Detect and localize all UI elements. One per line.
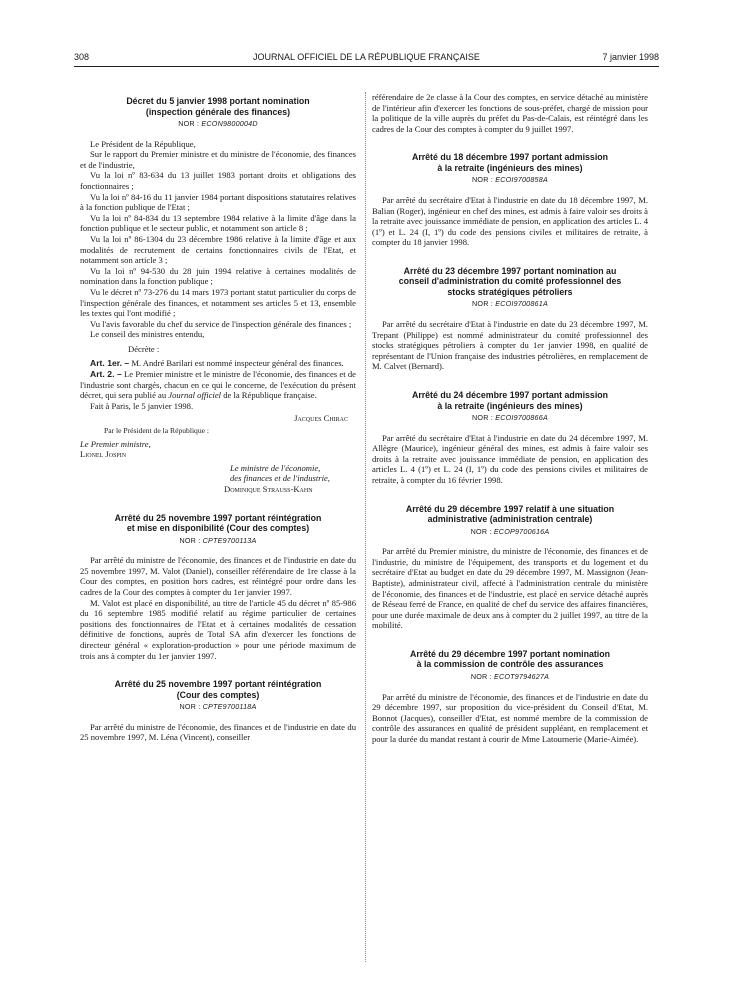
decret-section bbox=[80, 96, 356, 495]
page-header bbox=[74, 52, 659, 66]
pm-name: Lionel Jospin bbox=[80, 449, 127, 460]
title-line: Arrêté du 29 décembre 1997 relatif à une situation bbox=[405, 503, 615, 514]
minister-name: Dominique Strauss-Kahn bbox=[224, 484, 313, 494]
nor-label: NOR : bbox=[472, 413, 496, 422]
journal-title: JOURNAL OFFICIEL DE LA RÉPUBLIQUE FRANÇAISE bbox=[253, 52, 480, 62]
title-line: Arrêté du 29 décembre 1997 portant nomination bbox=[410, 648, 610, 659]
title-line: Arrêté du 24 décembre 1997 portant admission bbox=[411, 390, 609, 400]
title-line: (Cour des comptes) bbox=[176, 689, 260, 700]
section-gap bbox=[372, 486, 648, 504]
section-title bbox=[380, 266, 640, 298]
paragraph: Par arrêté du secrétaire d'Etat à l'industrie en date du 18 décembre 1997, M. Balian (Roger), ingénieur en chef des mines, est admis à faire valoir ses droits à la retraite avec jouissance immédiate de pension, en application des articles L. 4 (1º) et L. 24 (I, 1º) du code des pensions civiles et militaires de retraite, à compter du 18 janvier 1998. bbox=[372, 194, 648, 248]
nor-label: NOR : bbox=[472, 299, 496, 309]
journal-reference: Journal officiel bbox=[168, 390, 222, 401]
title-line: Décret du 5 janvier 1998 portant nomination bbox=[126, 96, 310, 106]
arrete-section bbox=[80, 513, 356, 662]
column-separator bbox=[365, 92, 366, 962]
article-2 bbox=[80, 369, 356, 401]
nor-code: ECOI9700858A bbox=[495, 175, 548, 185]
nor-code: ECOI9700861A bbox=[495, 299, 548, 309]
nor-code: CPTE9700113A bbox=[202, 535, 257, 545]
nor-reference bbox=[372, 175, 648, 186]
nor-reference bbox=[80, 702, 356, 713]
title-line: à la commission de contrôle des assurances bbox=[416, 659, 604, 670]
arrete-section bbox=[372, 504, 648, 631]
nor-label: NOR : bbox=[470, 526, 494, 536]
section-title bbox=[88, 679, 348, 700]
section-title bbox=[380, 649, 640, 670]
signature-ministre bbox=[224, 462, 356, 495]
nor-reference bbox=[372, 527, 648, 538]
section-title bbox=[380, 390, 640, 411]
paragraph: Vu la loi nº 84-834 du 13 septembre 1984 relative à la limite d'âge dans la fonction publique et le secteur public, et notamment son article 8 ; bbox=[80, 212, 356, 234]
section-title bbox=[88, 96, 348, 117]
article-label: Art. 1er. – bbox=[90, 358, 130, 369]
page-number: 308 bbox=[74, 52, 90, 62]
nor-code: ECOT9794627A bbox=[494, 671, 550, 681]
paragraph: Vu le décret nº 73-276 du 14 mars 1973 portant statut particulier du corps de l'inspection générale des finances, et notamment ses articles 5 et 13, ensemble les textes qui l'ont modifié ; bbox=[80, 286, 356, 319]
article-label: Art. 2. – bbox=[90, 369, 122, 380]
arrete-section bbox=[80, 679, 356, 743]
title-line: Arrêté du 23 décembre 1997 portant nomination au bbox=[403, 265, 617, 276]
section-title bbox=[380, 504, 640, 525]
decrete-heading: Décrète : bbox=[128, 343, 160, 354]
right-column bbox=[372, 92, 648, 744]
signature-premier-ministre bbox=[80, 439, 356, 460]
title-line: (inspection générale des finances) bbox=[145, 106, 291, 117]
arrete-section bbox=[372, 649, 648, 745]
section-gap bbox=[372, 631, 648, 649]
title-line: conseil d'administration du comité professionnel des bbox=[398, 276, 622, 287]
nor-code: ECON9800004D bbox=[201, 119, 258, 128]
nor-label: NOR : bbox=[178, 119, 202, 128]
section-title bbox=[380, 152, 640, 173]
nor-reference bbox=[372, 672, 648, 683]
paragraph: Le Président de la République, bbox=[90, 138, 196, 149]
nor-label: NOR : bbox=[472, 175, 496, 185]
arrete-section bbox=[372, 152, 648, 248]
header-rule bbox=[74, 66, 659, 67]
paragraph: Vu la loi nº 84-16 du 11 janvier 1984 portant dispositions statutaires relatives à la fonction publique de l'Etat ; bbox=[80, 191, 356, 213]
paragraph: Par arrêté du ministre de l'économie, des finances et de l'industrie en date du 25 novembre 1997, M. Valot (Daniel), conseiller référendaire de 1re classe à la Cour des comptes, en position hors cadres, est réintégré pour ordre dans les cadres de la Cour des comptes à compter du 1er janvier 1997. bbox=[80, 555, 356, 597]
nor-label: NOR : bbox=[179, 535, 203, 545]
paragraph: Par arrêté du ministre de l'économie, des finances et de l'industrie en date du 29 décembre 1997, sur proposition du vice-président du Conseil d'Etat, M. Bonnot (Jacques), conseiller d'Etat, est nommé membre de la commission de contrôle des assurances en qualité de président suppléant, en remplacement et pour la durée du mandat restant à courir de Mme Latournerie (Marie-Aimée). bbox=[372, 691, 648, 744]
paragraph: Le conseil des ministres entendu, bbox=[90, 329, 205, 340]
title-line: et mise en disponibilité (Cour des comptes) bbox=[126, 523, 310, 534]
par-le-president: Par le Président de la République : bbox=[104, 426, 210, 436]
paragraph-continuation: référendaire de 2e classe à la Cour des comptes, en service détaché au ministère de l'intérieur afin d'exercer les fonctions de sous-préfet, chargé de mission pour la politique de la ville auprès du préfet du Pas-de-Calais, est réintégré dans les cadres de la Cour des comptes à compter du 9 juillet 1997. bbox=[372, 92, 648, 134]
nor-label: NOR : bbox=[470, 671, 494, 681]
minister-title: Le ministre de l'économie, bbox=[230, 462, 321, 473]
nor-code: ECOI9700866A bbox=[495, 413, 548, 422]
pm-title: Le Premier ministre, bbox=[80, 438, 151, 449]
nor-reference bbox=[372, 299, 648, 310]
paragraph: Par arrêté du secrétaire d'Etat à l'industrie en date du 23 décembre 1997, M. Trepant (Philippe) est nommé administrateur du comité professionnel des stocks stratégiques pétroliers à compter du 1er janvier 1998, en qualité de représentant de l'Union française des industries pétrolières, en remplacement de M. Calvet (Bernard). bbox=[372, 319, 648, 372]
paragraph: Vu la loi nº 86-1304 du 23 décembre 1986 relative à la limite d'âge et aux modalités de recrutement de certains fonctionnaires civils de l'Etat, et notamment son article 3 ; bbox=[80, 233, 356, 266]
signature-president: Jacques Chirac bbox=[294, 413, 348, 424]
nor-reference bbox=[80, 119, 356, 130]
fait-line: Fait à Paris, le 5 janvier 1998. bbox=[90, 400, 194, 411]
nor-code: CPTE9700118A bbox=[202, 702, 257, 712]
section-title bbox=[88, 513, 348, 534]
minister-title: des finances et de l'industrie, bbox=[230, 473, 330, 484]
article-text: de la République française. bbox=[221, 390, 317, 401]
title-line: à la retraite (ingénieurs des mines) bbox=[437, 162, 583, 173]
section-gap bbox=[80, 495, 356, 513]
paragraph: Sur le rapport du Premier ministre et du ministre de l'économie, des finances et de l'industrie, bbox=[80, 149, 356, 170]
title-line: Arrêté du 25 novembre 1997 portant réintégration bbox=[114, 512, 322, 523]
title-line: stocks stratégiques pétroliers bbox=[447, 286, 573, 297]
title-line: administrative (administration centrale) bbox=[427, 514, 593, 525]
paragraph: M. Valot est placé en disponibilité, au titre de l'article 45 du décret nº 85-986 du 16 septembre 1985 modifié relatif au régime particulier de certaines positions des fonctionnaires de l'Etat et à certaines modalités de cessation définitive de fonctions, auprès de Total SA afin d'exercer les fonctions de directeur général « exploration-production » pour une période maximum de trois ans à compter du 1er janvier 1997. bbox=[80, 597, 356, 661]
article-text: M. André Barilari est nommé inspecteur général des finances. bbox=[129, 358, 344, 369]
nor-code: ECOP9700616A bbox=[493, 526, 550, 536]
paragraph: Par arrêté du ministre de l'économie, des finances et de l'industrie en date du 25 novembre 1997, M. Léna (Vincent), conseiller bbox=[80, 721, 356, 743]
nor-label: NOR : bbox=[179, 702, 203, 712]
nor-reference bbox=[372, 413, 648, 424]
section-gap bbox=[372, 372, 648, 390]
article-1 bbox=[80, 358, 356, 369]
title-line: Arrêté du 25 novembre 1997 portant réintégration bbox=[114, 679, 322, 690]
nor-reference bbox=[80, 536, 356, 547]
paragraph: Par arrêté du secrétaire d'Etat à l'industrie en date du 24 décembre 1997, M. Allègre (Maurice), ingénieur général des mines, est admis à faire valoir ses droits à la retraite avec jouissance immédiate de pension, en application des articles L. 4 (1º) et L. 24 (I, 1º) du code des pensions civiles et militaires de retraite, à compter du 16 février 1998. bbox=[372, 432, 648, 485]
section-gap bbox=[372, 248, 648, 266]
paragraph: Vu la loi nº 94-530 du 28 juin 1994 relative à certaines modalités de nomination dans la fonction publique ; bbox=[80, 265, 356, 287]
paragraph: Vu la loi nº 83-634 du 13 juillet 1983 portant droits et obligations des fonctionnaires ; bbox=[80, 170, 356, 191]
paragraph: Vu l'avis favorable du chef du service de l'inspection générale des finances ; bbox=[90, 318, 352, 329]
arrete-section bbox=[372, 266, 648, 372]
title-line: à la retraite (ingénieurs des mines) bbox=[437, 400, 583, 411]
paragraph: Par arrêté du Premier ministre, du ministre de l'économie, des finances et de l'industrie, du ministre de l'équipement, des transports et du logement et du secrétaire d'Etat au budget en date du 29 décembre 1997, M. Massignon (Jean-Baptiste), administrateur civil, affecté à l'administration centrale du ministère de l'économie, des finances et de l'industrie, est placé en service détaché auprès de Réseau ferré de France, en qualité de chef du service des affaires financières, pour une durée maximale de deux ans à compter du 2 juillet 1997, au titre de la mobilité. bbox=[372, 546, 648, 631]
title-line: Arrêté du 18 décembre 1997 portant admission bbox=[411, 152, 609, 163]
left-column bbox=[80, 96, 356, 743]
section-gap bbox=[80, 661, 356, 679]
article-text: Le Premier ministre et le ministre de l'économie, des finances et de l'industrie sont chargés, chacun en ce qui le concerne, de l'exécution du présent décret, qui sera publié au bbox=[80, 369, 356, 401]
section-gap bbox=[372, 134, 648, 152]
arrete-section bbox=[372, 390, 648, 486]
issue-date: 7 janvier 1998 bbox=[602, 52, 659, 62]
